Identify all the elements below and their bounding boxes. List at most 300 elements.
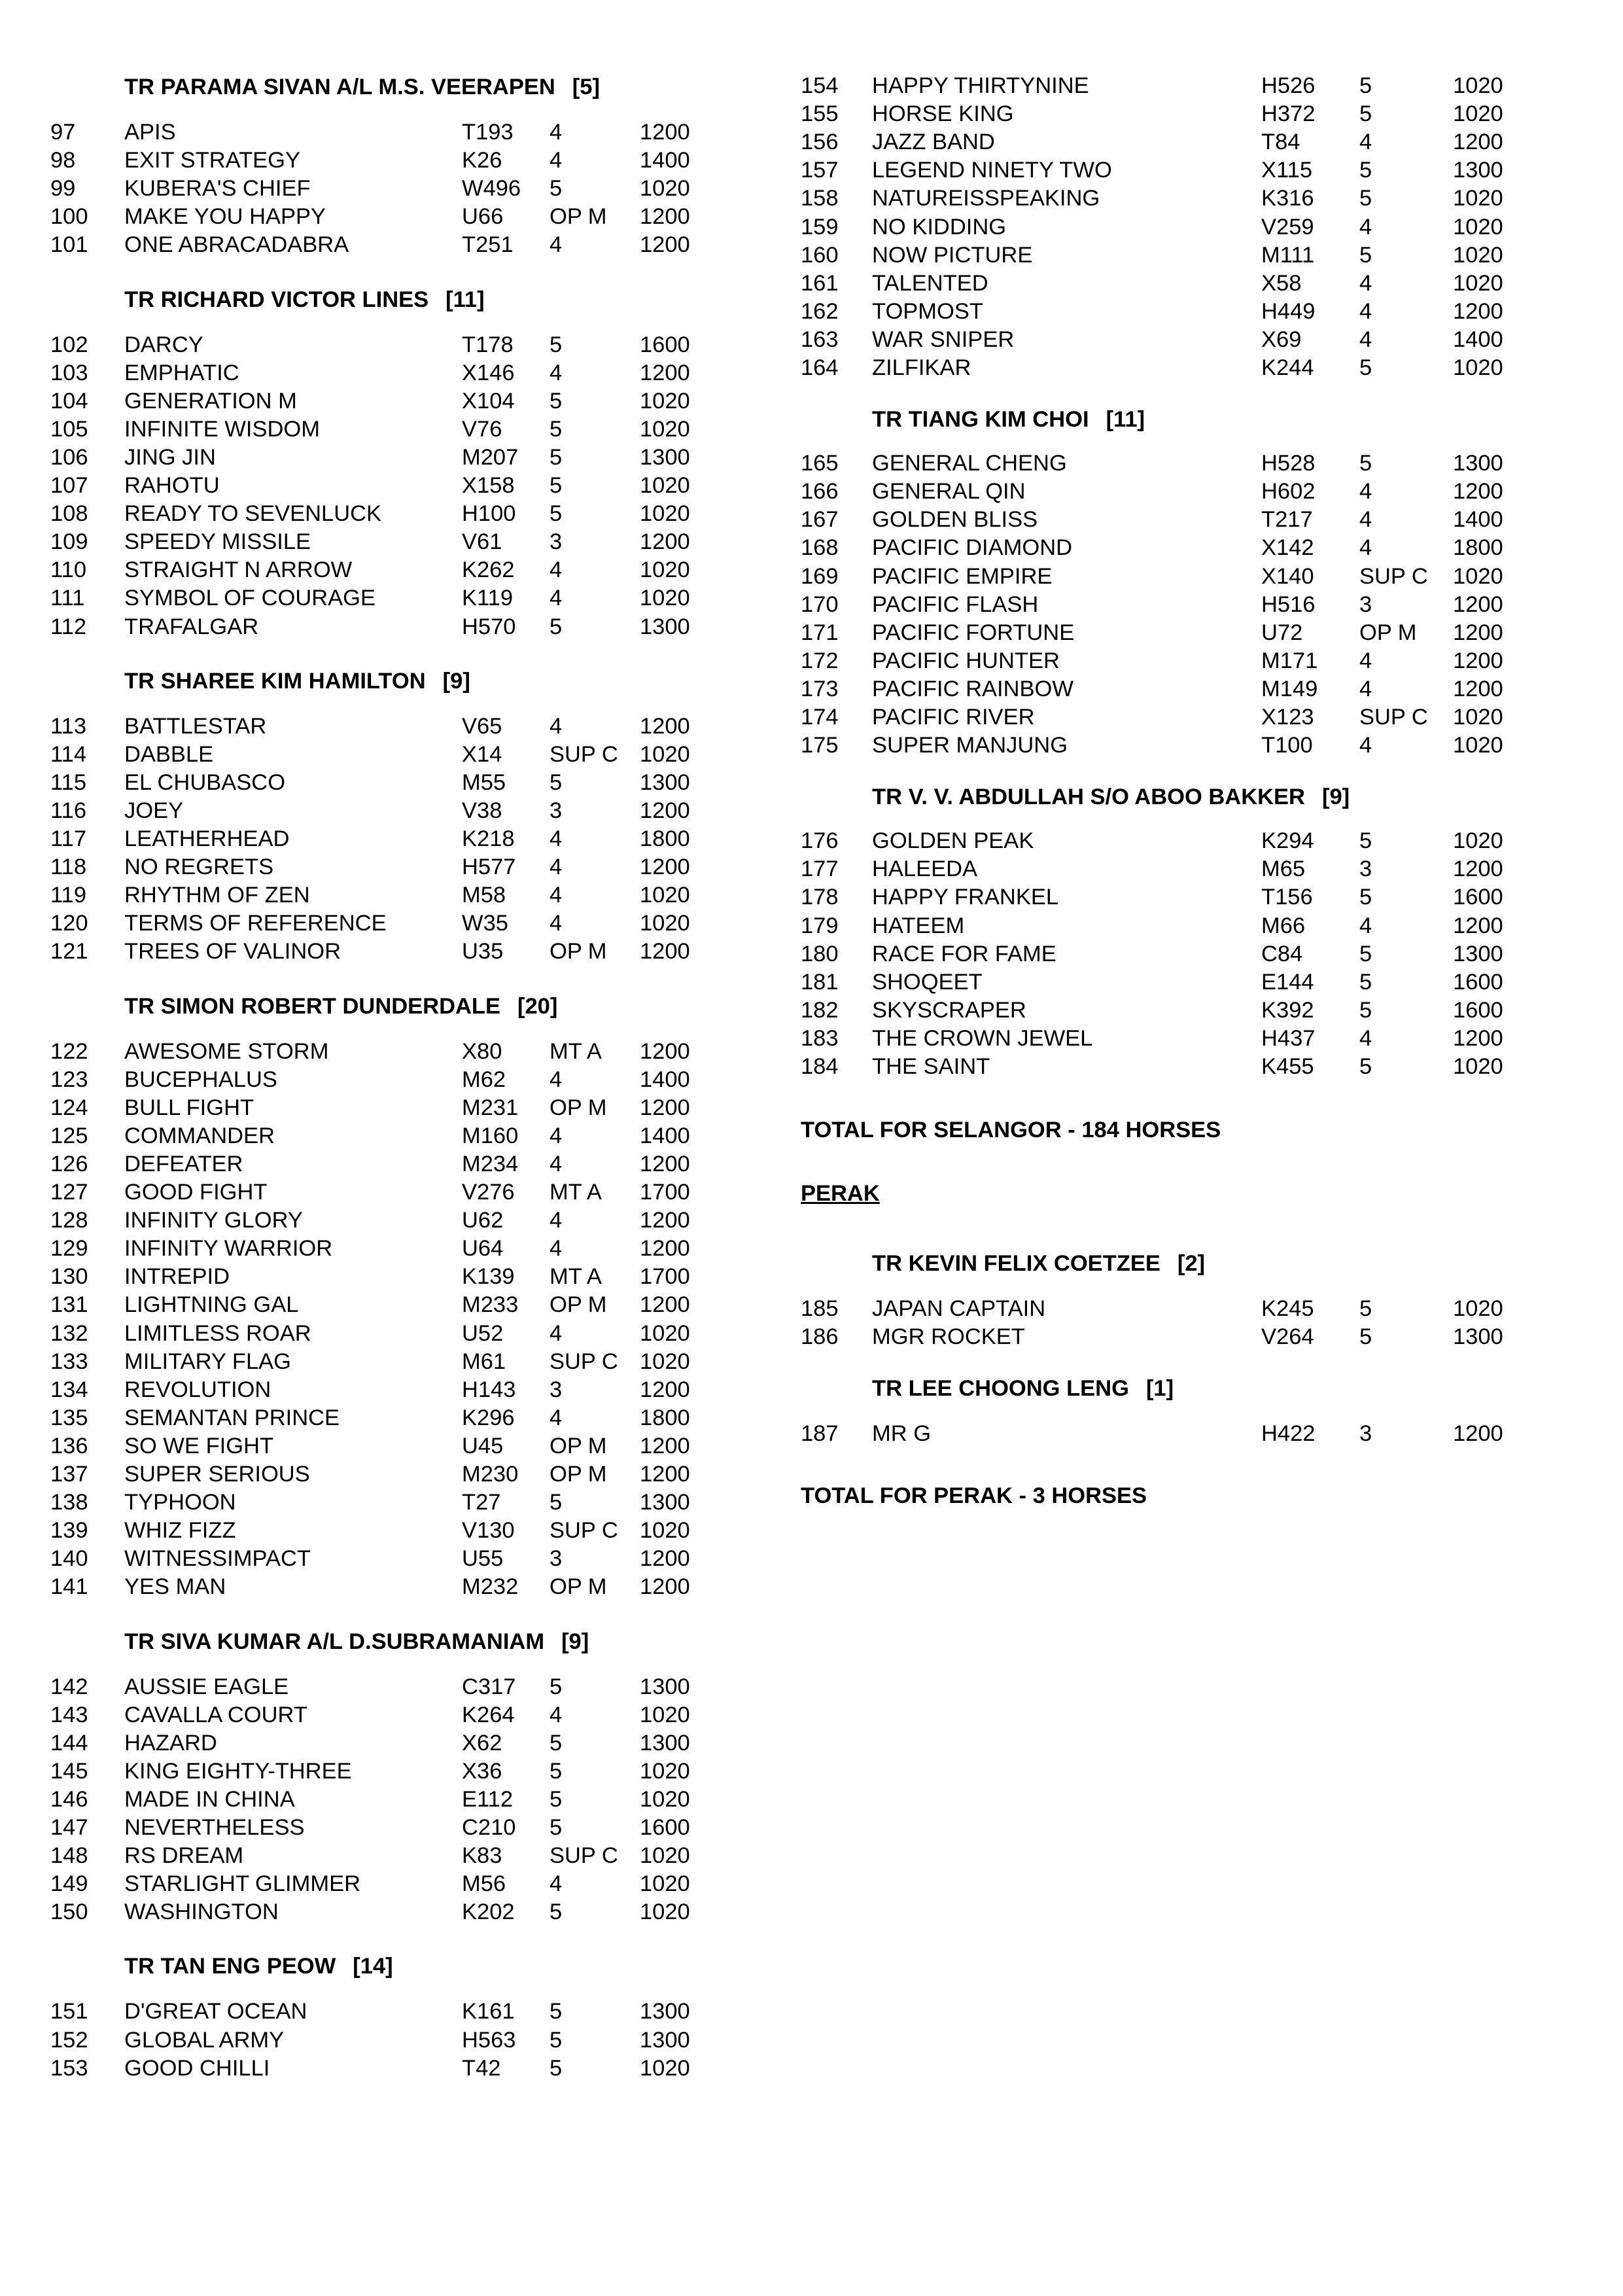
horse-code: H437 <box>1261 1025 1316 1051</box>
horse-number: 145 <box>50 1758 88 1784</box>
horse-weight: 1020 <box>1453 270 1503 296</box>
horse-name: TOPMOST <box>872 298 983 324</box>
horse-number: 143 <box>50 1702 88 1727</box>
trainer-header <box>124 669 470 694</box>
horse-rating: 4 <box>1359 298 1372 324</box>
horse-name: JING JIN <box>124 444 216 470</box>
horse-rating: 5 <box>1359 101 1372 127</box>
horse-code: K218 <box>462 826 515 851</box>
horse-name: MADE IN CHINA <box>124 1786 295 1812</box>
horse-number: 130 <box>50 1264 88 1290</box>
horse-weight: 1200 <box>640 1236 690 1262</box>
horse-rating: OP M <box>550 1574 607 1600</box>
horse-number: 187 <box>801 1421 839 1447</box>
horse-number: 168 <box>801 535 839 561</box>
horse-weight: 1300 <box>640 1999 690 2024</box>
horse-name: SYMBOL OF COURAGE <box>124 586 376 611</box>
trainer-name: TR V. V. ABDULLAH S/O ABOO BAKKER <box>872 785 1305 810</box>
trainer-count: [1] <box>1145 1376 1174 1402</box>
horse-rating: 4 <box>550 586 563 611</box>
horse-code: V38 <box>462 798 502 823</box>
horse-code: M233 <box>462 1292 519 1318</box>
horse-code: M232 <box>462 1574 519 1600</box>
horse-number: 100 <box>50 204 88 230</box>
horse-code: X146 <box>462 360 515 385</box>
horse-number: 159 <box>801 214 839 239</box>
horse-name: EMPHATIC <box>124 360 239 385</box>
horse-number: 124 <box>50 1095 88 1120</box>
horse-rating: 5 <box>1359 1296 1372 1322</box>
horse-rating: OP M <box>550 204 607 230</box>
trainer-count: [2] <box>1177 1251 1206 1277</box>
horse-weight: 1020 <box>640 1843 690 1869</box>
horse-name: READY TO SEVENLUCK <box>124 501 382 527</box>
horse-weight: 1200 <box>640 1433 690 1458</box>
horse-rating: 4 <box>550 148 563 173</box>
horse-number: 122 <box>50 1038 88 1064</box>
horse-rating: 4 <box>1359 214 1372 239</box>
horse-number: 170 <box>801 592 839 617</box>
perak-title: PERAK <box>801 1181 880 1207</box>
horse-number: 179 <box>801 913 839 938</box>
horse-number: 142 <box>50 1674 88 1699</box>
horse-number: 177 <box>801 857 839 882</box>
horse-name: RAHOTU <box>124 473 220 498</box>
horse-rating: SUP C <box>550 1518 618 1544</box>
horse-code: M207 <box>462 444 519 470</box>
horse-name: PACIFIC RAINBOW <box>872 676 1073 701</box>
horse-number: 174 <box>801 705 839 730</box>
horse-rating: 5 <box>1359 158 1372 183</box>
horse-number: 144 <box>50 1730 88 1756</box>
horse-weight: 1200 <box>1453 479 1503 504</box>
horse-number: 181 <box>801 969 839 995</box>
horse-number: 184 <box>801 1054 839 1079</box>
horse-code: K26 <box>462 148 502 173</box>
horse-number: 129 <box>50 1236 88 1262</box>
trainer-count: [9] <box>1321 785 1350 810</box>
horse-weight: 1200 <box>1453 1025 1503 1051</box>
horse-name: PACIFIC DIAMOND <box>872 535 1073 561</box>
horse-name: JAPAN CAPTAIN <box>872 1296 1046 1322</box>
horse-code: H526 <box>1261 73 1316 98</box>
horse-code: K296 <box>462 1405 515 1430</box>
horse-code: E144 <box>1261 969 1314 995</box>
horse-rating: 5 <box>550 501 563 527</box>
horse-rating: 4 <box>1359 676 1372 701</box>
horse-number: 138 <box>50 1490 88 1515</box>
horse-name: GENERAL CHENG <box>872 451 1067 476</box>
horse-code: M65 <box>1261 857 1306 882</box>
horse-code: X14 <box>462 741 502 767</box>
horse-name: REVOLUTION <box>124 1377 271 1402</box>
horse-name: PACIFIC RIVER <box>872 705 1035 730</box>
horse-number: 151 <box>50 1999 88 2024</box>
horse-rating: 5 <box>550 614 563 639</box>
horse-rating: 5 <box>1359 969 1372 995</box>
horse-rating: SUP C <box>550 1349 618 1374</box>
trainer-name: TR SIMON ROBERT DUNDERDALE <box>124 993 500 1019</box>
horse-name: SHOQEET <box>872 969 983 995</box>
horse-weight: 1200 <box>640 529 690 555</box>
horse-rating: 5 <box>550 1758 563 1784</box>
horse-code: U35 <box>462 939 504 964</box>
horse-name: RHYTHM OF ZEN <box>124 883 310 908</box>
horse-code: U55 <box>462 1546 504 1572</box>
horse-name: TYPHOON <box>124 1490 236 1515</box>
horse-rating: 4 <box>1359 648 1372 673</box>
horse-weight: 1020 <box>640 1786 690 1812</box>
horse-weight: 1020 <box>640 1320 690 1346</box>
trainer-header <box>124 1954 393 1979</box>
horse-code: V264 <box>1261 1324 1314 1350</box>
horse-code: C317 <box>462 1674 516 1699</box>
horse-rating: 4 <box>1359 479 1372 504</box>
horse-name: GOOD FIGHT <box>124 1180 268 1205</box>
horse-number: 176 <box>801 828 839 854</box>
horse-number: 154 <box>801 73 839 98</box>
horse-rating: 4 <box>550 1208 563 1233</box>
horse-rating: 5 <box>550 1674 563 1699</box>
horse-weight: 1020 <box>640 1871 690 1897</box>
horse-weight: 1800 <box>640 826 690 851</box>
horse-code: V76 <box>462 416 502 442</box>
horse-rating: 5 <box>550 2027 563 2053</box>
horse-rating: 4 <box>550 360 563 385</box>
horse-code: W496 <box>462 176 521 202</box>
horse-rating: 5 <box>550 1999 563 2024</box>
horse-name: WASHINGTON <box>124 1899 279 1925</box>
trainer-count: [9] <box>442 668 470 694</box>
horse-weight: 1020 <box>640 1758 690 1784</box>
horse-code: M160 <box>462 1123 519 1148</box>
horse-weight: 1200 <box>640 713 690 739</box>
horse-name: WITNESSIMPACT <box>124 1546 311 1572</box>
horse-weight: 1020 <box>640 2055 690 2081</box>
horse-weight: 1020 <box>640 1702 690 1727</box>
horse-rating: OP M <box>550 1462 607 1487</box>
horse-rating: MT A <box>550 1038 602 1064</box>
horse-rating: 4 <box>1359 1025 1372 1051</box>
trainer-name: TR LEE CHOONG LENG <box>872 1376 1129 1402</box>
horse-weight: 1400 <box>1453 327 1503 352</box>
horse-code: T27 <box>462 1490 501 1515</box>
horse-weight: 1300 <box>640 444 690 470</box>
trainer-count: [11] <box>1106 407 1145 433</box>
horse-weight: 1020 <box>1453 1054 1503 1079</box>
horse-weight: 1200 <box>640 1095 690 1120</box>
horse-weight: 1200 <box>1453 298 1503 324</box>
horse-number: 149 <box>50 1871 88 1897</box>
horse-code: K455 <box>1261 1054 1314 1079</box>
horse-name: COMMANDER <box>124 1123 275 1148</box>
horse-number: 167 <box>801 507 839 533</box>
horse-number: 107 <box>50 473 88 498</box>
horse-name: PACIFIC EMPIRE <box>872 563 1053 589</box>
horse-name: BULL FIGHT <box>124 1095 254 1120</box>
horse-rating: SUP C <box>550 741 618 767</box>
horse-name: GENERATION M <box>124 388 297 414</box>
horse-code: X115 <box>1261 158 1313 183</box>
horse-number: 133 <box>50 1349 88 1374</box>
horse-number: 186 <box>801 1324 839 1350</box>
horse-rating: 4 <box>1359 270 1372 296</box>
horse-code: U72 <box>1261 620 1303 645</box>
horse-name: AWESOME STORM <box>124 1038 329 1064</box>
horse-code: K264 <box>462 1702 515 1727</box>
horse-name: YES MAN <box>124 1574 226 1600</box>
horse-number: 172 <box>801 648 839 673</box>
horse-weight: 1200 <box>1453 592 1503 617</box>
horse-weight: 1600 <box>1453 885 1503 910</box>
horse-code: H516 <box>1261 592 1316 617</box>
horse-name: INFINITY WARRIOR <box>124 1236 333 1262</box>
horse-code: X80 <box>462 1038 502 1064</box>
horse-name: TREES OF VALINOR <box>124 939 341 964</box>
horse-rating: 3 <box>550 529 563 555</box>
horse-code: M61 <box>462 1349 506 1374</box>
horse-code: K161 <box>462 1999 515 2024</box>
horse-rating: 5 <box>1359 997 1372 1023</box>
horse-code: H422 <box>1261 1421 1316 1447</box>
horse-name: TERMS OF REFERENCE <box>124 911 387 936</box>
horse-weight: 1300 <box>1453 451 1503 476</box>
horse-number: 117 <box>50 826 87 851</box>
horse-rating: 3 <box>1359 857 1372 882</box>
horse-name: LEGEND NINETY TWO <box>872 158 1112 183</box>
horse-number: 128 <box>50 1208 88 1233</box>
horse-code: H143 <box>462 1377 516 1402</box>
horse-code: M230 <box>462 1462 519 1487</box>
horse-number: 121 <box>50 939 88 964</box>
trainer-name: TR SIVA KUMAR A/L D.SUBRAMANIAM <box>124 1629 545 1654</box>
horse-rating: 5 <box>550 332 563 357</box>
horse-weight: 1200 <box>640 798 690 823</box>
horse-weight: 1400 <box>640 1067 690 1092</box>
horse-number: 139 <box>50 1518 88 1544</box>
horse-number: 171 <box>801 620 839 645</box>
horse-name: GOLDEN BLISS <box>872 507 1038 533</box>
horse-name: GOLDEN PEAK <box>872 828 1034 854</box>
horse-name: NATUREISSPEAKING <box>872 186 1100 211</box>
horse-rating: 3 <box>550 1546 563 1572</box>
horse-rating: SUP C <box>1359 563 1428 589</box>
horse-code: K119 <box>462 586 514 611</box>
trainer-header <box>872 1376 1174 1402</box>
horse-code: T217 <box>1261 507 1313 533</box>
horse-number: 183 <box>801 1025 839 1051</box>
horse-weight: 1020 <box>640 176 690 202</box>
horse-rating: 4 <box>1359 535 1372 561</box>
horse-rating: 5 <box>550 1786 563 1812</box>
horse-weight: 1200 <box>640 1151 690 1176</box>
horse-number: 97 <box>50 120 76 145</box>
horse-number: 119 <box>50 883 87 908</box>
trainer-header <box>124 75 600 100</box>
horse-rating: 4 <box>550 120 563 145</box>
horse-name: NEVERTHELESS <box>124 1815 305 1840</box>
horse-code: H449 <box>1261 298 1316 324</box>
horse-weight: 1200 <box>640 360 690 385</box>
horse-name: TALENTED <box>872 270 988 296</box>
horse-name: KUBERA'S CHIEF <box>124 176 311 202</box>
horse-weight: 1020 <box>640 501 690 527</box>
horse-weight: 1020 <box>1453 733 1503 758</box>
horse-weight: 1200 <box>1453 648 1503 673</box>
horse-code: M231 <box>462 1095 519 1120</box>
horse-name: BATTLESTAR <box>124 713 267 739</box>
horse-rating: 5 <box>550 388 563 414</box>
horse-number: 156 <box>801 130 839 155</box>
horse-name: SEMANTAN PRINCE <box>124 1405 340 1430</box>
trainer-name: TR PARAMA SIVAN A/L M.S. VEERAPEN <box>124 75 555 99</box>
horse-code: M55 <box>462 769 506 795</box>
horse-name: CAVALLA COURT <box>124 1702 307 1727</box>
horse-weight: 1020 <box>1453 242 1503 268</box>
horse-code: M56 <box>462 1871 506 1897</box>
horse-weight: 1300 <box>640 1674 690 1699</box>
horse-number: 166 <box>801 479 839 504</box>
horse-weight: 1020 <box>640 741 690 767</box>
horse-weight: 1020 <box>640 473 690 498</box>
horse-name: WAR SNIPER <box>872 327 1015 352</box>
horse-code: H563 <box>462 2027 516 2053</box>
horse-rating: 4 <box>550 883 563 908</box>
horse-name: HATEEM <box>872 913 965 938</box>
horse-name: HORSE KING <box>872 101 1014 127</box>
horse-name: WHIZ FIZZ <box>124 1518 236 1544</box>
horse-weight: 1200 <box>640 1038 690 1064</box>
horse-weight: 1020 <box>640 883 690 908</box>
horse-code: X158 <box>462 473 515 498</box>
horse-weight: 1200 <box>1453 620 1503 645</box>
horse-number: 114 <box>50 741 87 767</box>
horse-number: 101 <box>50 232 88 258</box>
horse-number: 136 <box>50 1433 88 1458</box>
horse-number: 153 <box>50 2055 88 2081</box>
horse-name: EL CHUBASCO <box>124 769 286 795</box>
horse-weight: 1020 <box>640 557 690 583</box>
horse-code: M149 <box>1261 676 1318 701</box>
horse-number: 126 <box>50 1151 88 1176</box>
horse-rating: 5 <box>550 416 563 442</box>
horse-code: T100 <box>1261 733 1313 758</box>
horse-rating: OP M <box>550 1292 607 1318</box>
horse-weight: 1200 <box>640 939 690 964</box>
horse-weight: 1300 <box>640 614 690 639</box>
horse-code: V130 <box>462 1518 515 1544</box>
horse-number: 140 <box>50 1546 88 1572</box>
horse-code: X140 <box>1261 563 1314 589</box>
horse-name: PACIFIC FLASH <box>872 592 1039 617</box>
horse-number: 108 <box>50 501 88 527</box>
horse-code: K294 <box>1261 828 1314 854</box>
horse-weight: 1020 <box>1453 101 1503 127</box>
horse-rating: 5 <box>1359 186 1372 211</box>
horse-name: PACIFIC FORTUNE <box>872 620 1075 645</box>
horse-name: JOEY <box>124 798 184 823</box>
horse-code: X123 <box>1261 705 1314 730</box>
horse-rating: 5 <box>1359 1054 1372 1079</box>
horse-code: X62 <box>462 1730 502 1756</box>
horse-weight: 1400 <box>1453 507 1503 533</box>
horse-name: SUPER SERIOUS <box>124 1462 310 1487</box>
horse-rating: 5 <box>1359 828 1372 854</box>
horse-rating: 4 <box>1359 130 1372 155</box>
horse-number: 123 <box>50 1067 88 1092</box>
horse-name: MAKE YOU HAPPY <box>124 204 326 230</box>
horse-number: 163 <box>801 327 839 352</box>
horse-weight: 1600 <box>1453 969 1503 995</box>
horse-name: KING EIGHTY-THREE <box>124 1758 352 1784</box>
horse-name: TRAFALGAR <box>124 614 259 639</box>
horse-code: C84 <box>1261 941 1303 966</box>
trainer-header <box>872 785 1350 810</box>
horse-code: M66 <box>1261 913 1306 938</box>
horse-rating: 5 <box>1359 885 1372 910</box>
horse-code: V259 <box>1261 214 1314 239</box>
horse-name: DARCY <box>124 332 203 357</box>
horse-code: V276 <box>462 1180 515 1205</box>
trainer-header <box>872 407 1145 433</box>
horse-rating: 5 <box>1359 1324 1372 1350</box>
horse-rating: 5 <box>1359 73 1372 98</box>
horse-code: C210 <box>462 1815 516 1840</box>
horse-code: X69 <box>1261 327 1302 352</box>
horse-rating: SUP C <box>550 1843 618 1869</box>
horse-name: EXIT STRATEGY <box>124 148 301 173</box>
horse-weight: 1020 <box>1453 1296 1503 1322</box>
horse-rating: 4 <box>550 1151 563 1176</box>
horse-name: INFINITE WISDOM <box>124 416 320 442</box>
horse-code: M171 <box>1261 648 1318 673</box>
horse-weight: 1300 <box>1453 1324 1503 1350</box>
horse-code: K316 <box>1261 186 1314 211</box>
horse-weight: 1200 <box>640 1462 690 1487</box>
horse-name: RS DREAM <box>124 1843 244 1869</box>
horse-number: 141 <box>50 1574 88 1600</box>
horse-number: 127 <box>50 1180 88 1205</box>
horse-number: 115 <box>50 769 87 795</box>
horse-number: 137 <box>50 1462 88 1487</box>
horse-name: HAZARD <box>124 1730 217 1756</box>
horse-name: SO WE FIGHT <box>124 1433 274 1458</box>
horse-number: 164 <box>801 355 839 380</box>
horse-weight: 1200 <box>640 120 690 145</box>
trainer-count: [5] <box>572 75 600 99</box>
horse-name: JAZZ BAND <box>872 130 995 155</box>
horse-number: 113 <box>50 713 87 739</box>
horse-rating: 4 <box>1359 507 1372 533</box>
horse-code: U52 <box>462 1320 504 1346</box>
horse-number: 155 <box>801 101 839 127</box>
horse-weight: 1700 <box>640 1180 690 1205</box>
horse-rating: 5 <box>550 473 563 498</box>
horse-weight: 1020 <box>640 1899 690 1925</box>
horse-weight: 1300 <box>640 1490 690 1515</box>
horse-weight: 1200 <box>1453 1421 1503 1447</box>
horse-weight: 1300 <box>1453 941 1503 966</box>
horse-name: THE SAINT <box>872 1054 990 1079</box>
horse-weight: 1020 <box>640 586 690 611</box>
horse-name: LIMITLESS ROAR <box>124 1320 311 1346</box>
horse-rating: MT A <box>550 1264 602 1290</box>
horse-rating: 4 <box>550 713 563 739</box>
horse-weight: 1200 <box>640 1208 690 1233</box>
horse-weight: 1020 <box>1453 73 1503 98</box>
horse-number: 125 <box>50 1123 88 1148</box>
horse-code: U64 <box>462 1236 504 1262</box>
